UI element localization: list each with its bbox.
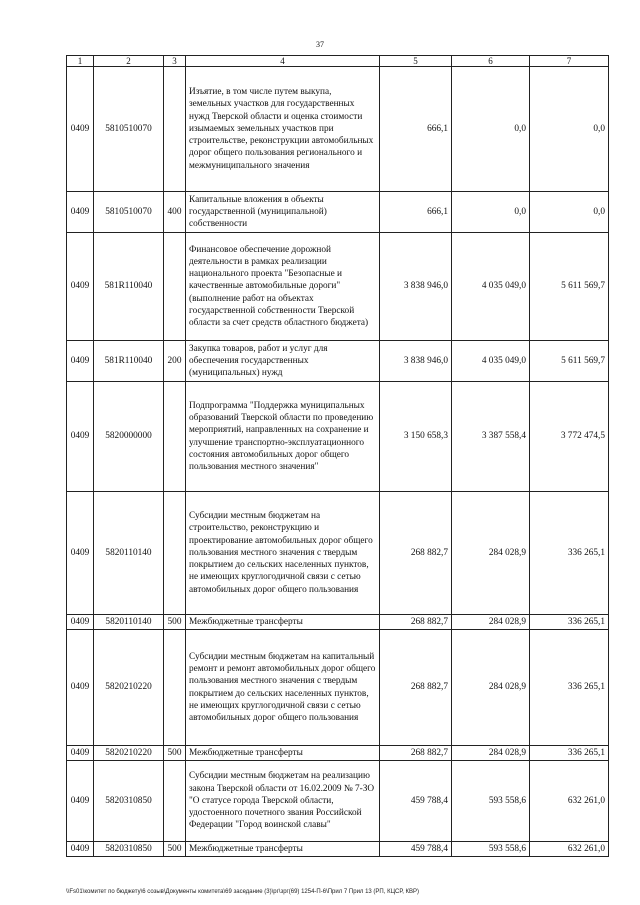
type-cell: 500 [164,615,186,630]
value-cell-5: 268 882,7 [380,615,452,630]
code-cell: 5820110140 [94,615,164,630]
type-cell [164,761,186,842]
value-cell-7: 336 265,1 [530,630,609,746]
value-cell-7: 632 261,0 [530,842,609,857]
name-cell: Межбюджетные трансферты [186,842,380,857]
header-col-2: 2 [94,56,164,67]
name-cell: Межбюджетные трансферты [186,746,380,761]
header-col-7: 7 [530,56,609,67]
type-cell [164,382,186,492]
table-row [67,382,609,492]
table-row [67,192,609,233]
section-cell: 0409 [67,492,94,615]
footer-file-path: \\Fs01\комитет по бюджету\6 созыв\Документы комитета\69 заседание (3)\рг\зрг(69) 1254-П-6\Прил 7 Прил 13 (РП, КЦСР, КВР) [66,889,420,895]
table-row [67,761,609,842]
value-cell-7: 5 611 569,7 [530,233,609,341]
code-cell: 5820310850 [94,761,164,842]
value-cell-5: 268 882,7 [380,492,452,615]
type-cell [164,492,186,615]
value-cell-6: 284 028,9 [452,746,530,761]
table-row [67,341,609,382]
table-row [67,842,609,857]
header-col-5: 5 [380,56,452,67]
type-cell [164,67,186,192]
type-cell: 500 [164,842,186,857]
code-cell: 5820210220 [94,630,164,746]
table-row [67,615,609,630]
value-cell-7: 632 261,0 [530,761,609,842]
type-cell: 500 [164,746,186,761]
value-cell-5: 666,1 [380,192,452,233]
value-cell-6: 0,0 [452,192,530,233]
code-cell: 5820310850 [94,842,164,857]
name-cell: Подпрограмма "Поддержка муниципальных образований Тверской области по проведению мероприятий, направленных на сохранение и улучшение транспортно-эксплуатационного состояния автомобильных дорог общего пользования местного значения" [186,382,380,492]
name-cell: Субсидии местным бюджетам на строительство, реконструкцию и проектирование автомобильных дорог общего пользования местного значения с твердым покрытием до сельских населенных пунктов, не имеющих круглогодичной связи с сетью автомобильных дорог общего пользования [186,492,380,615]
code-cell: 581R110040 [94,341,164,382]
table-body [67,67,609,857]
section-cell: 0409 [67,630,94,746]
header-row [67,56,609,67]
type-cell: 200 [164,341,186,382]
value-cell-5: 3 838 946,0 [380,233,452,341]
header-col-6: 6 [452,56,530,67]
header-col-3: 3 [164,56,186,67]
value-cell-7: 336 265,1 [530,746,609,761]
code-cell: 5810510070 [94,192,164,233]
value-cell-7: 3 772 474,5 [530,382,609,492]
section-cell: 0409 [67,233,94,341]
name-cell: Межбюджетные трансферты [186,615,380,630]
name-cell: Закупка товаров, работ и услуг для обеспечения государственных (муниципальных) нужд [186,341,380,382]
section-cell: 0409 [67,67,94,192]
name-cell: Субсидии местным бюджетам на капитальный ремонт и ремонт автомобильных дорог общего пользования местного значения с твердым покрытием до сельских населенных пунктов, не имеющих круглогодичной связи с сетью автомобильных дорог общего пользования [186,630,380,746]
value-cell-7: 0,0 [530,67,609,192]
section-cell: 0409 [67,615,94,630]
section-cell: 0409 [67,761,94,842]
table-row [67,233,609,341]
table-row [67,67,609,192]
type-cell [164,630,186,746]
value-cell-5: 459 788,4 [380,761,452,842]
name-cell: Изъятие, в том числе путем выкупа, земельных участков для государственных нужд Тверской области и оценка стоимости изымаемых земельных участков при строительстве, реконструкции автомобильных дорог общего пользования регионального и межмуниципального значения [186,67,380,192]
value-cell-5: 666,1 [380,67,452,192]
table-row [67,492,609,615]
header-col-4: 4 [186,56,380,67]
code-cell: 5820110140 [94,492,164,615]
table-header [67,56,609,67]
section-cell: 0409 [67,842,94,857]
value-cell-5: 268 882,7 [380,630,452,746]
type-cell [164,233,186,341]
value-cell-6: 593 558,6 [452,842,530,857]
section-cell: 0409 [67,192,94,233]
code-cell: 581R110040 [94,233,164,341]
name-cell: Финансовое обеспечение дорожной деятельности в рамках реализации национального проекта "Безопасные и качественные автомобильные дороги" (выполнение работ на объектах государственной собственности Тверской области за счет средств областного бюджета) [186,233,380,341]
value-cell-5: 268 882,7 [380,746,452,761]
page-number: 37 [316,40,324,49]
name-cell: Капитальные вложения в объекты государственной (муниципальной) собственности [186,192,380,233]
value-cell-7: 0,0 [530,192,609,233]
type-cell: 400 [164,192,186,233]
value-cell-6: 4 035 049,0 [452,341,530,382]
value-cell-6: 593 558,6 [452,761,530,842]
code-cell: 5820000000 [94,382,164,492]
value-cell-6: 284 028,9 [452,630,530,746]
code-cell: 5820210220 [94,746,164,761]
value-cell-7: 336 265,1 [530,615,609,630]
value-cell-5: 459 788,4 [380,842,452,857]
value-cell-6: 0,0 [452,67,530,192]
code-cell: 5810510070 [94,67,164,192]
value-cell-5: 3 838 946,0 [380,341,452,382]
value-cell-6: 3 387 558,4 [452,382,530,492]
value-cell-6: 284 028,9 [452,492,530,615]
value-cell-6: 284 028,9 [452,615,530,630]
section-cell: 0409 [67,341,94,382]
table-row [67,630,609,746]
value-cell-7: 5 611 569,7 [530,341,609,382]
value-cell-6: 4 035 049,0 [452,233,530,341]
section-cell: 0409 [67,746,94,761]
value-cell-7: 336 265,1 [530,492,609,615]
budget-table [66,55,609,857]
table-row [67,746,609,761]
value-cell-5: 3 150 658,3 [380,382,452,492]
name-cell: Субсидии местным бюджетам на реализацию закона Тверской области от 16.02.2009 № 7-ЗО "О статусе города Тверской области, удостоенного почетного звания Российской Федерации "Город воинской славы" [186,761,380,842]
section-cell: 0409 [67,382,94,492]
header-col-1: 1 [67,56,94,67]
